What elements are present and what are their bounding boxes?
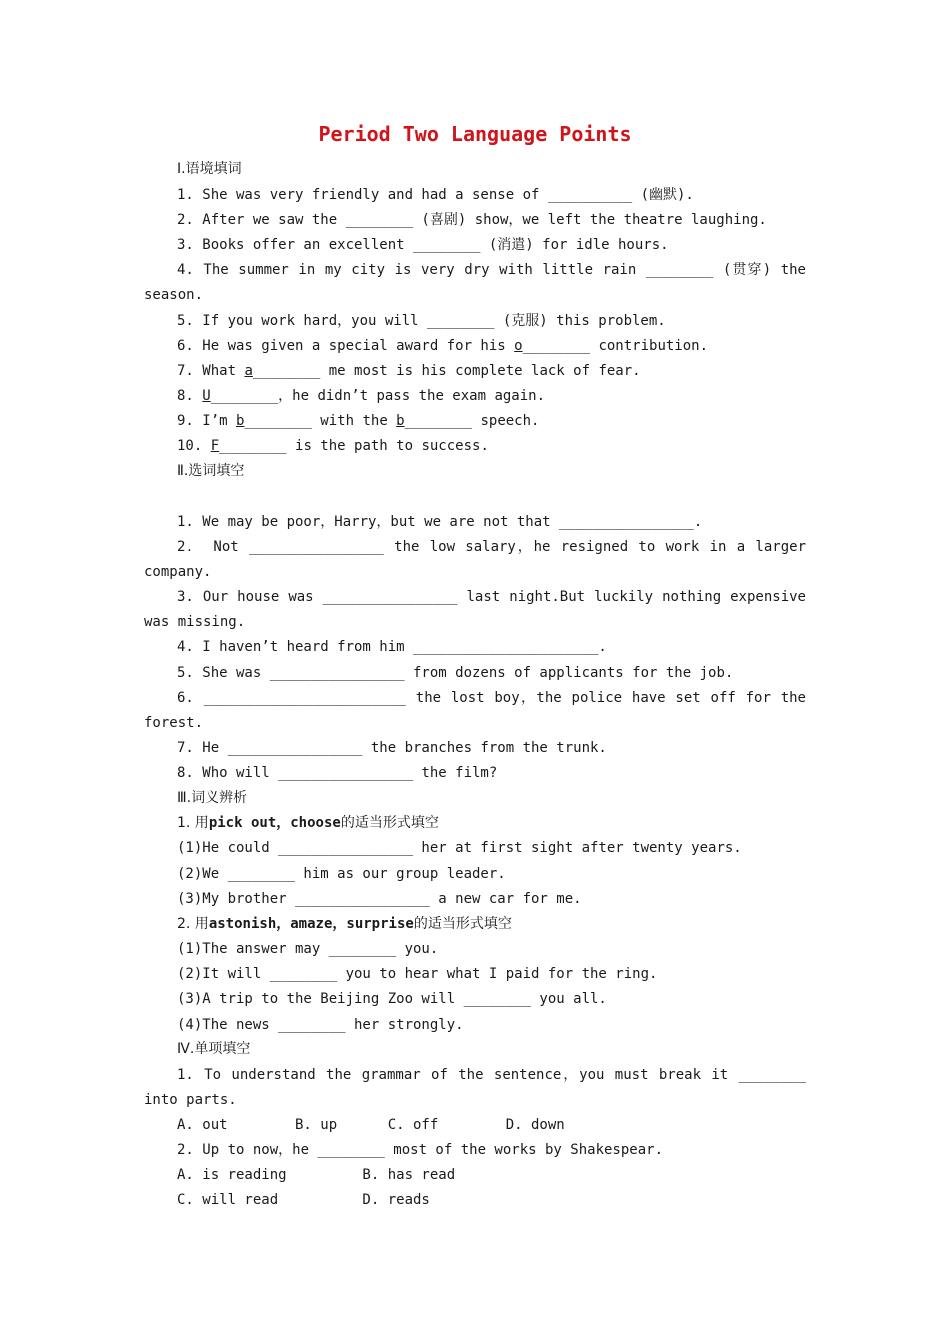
- section-1-heading: Ⅰ.语境填词: [177, 161, 242, 177]
- section-3-heading: Ⅲ.词义辨析: [177, 790, 248, 806]
- q6-text-end: ________ contribution.: [522, 338, 709, 354]
- q7-text: 7. What: [177, 363, 245, 379]
- s2-question-5: 5. She was ________________ from dozens of applicants for the job.: [177, 665, 734, 681]
- s2-question-3-cont: was missing.: [144, 614, 246, 630]
- q9-text: 9. I’m: [177, 413, 237, 429]
- section-4-heading: Ⅳ.单项填空: [177, 1041, 251, 1057]
- s2-question-4: 4. I haven’t heard from him ______________________.: [177, 639, 607, 655]
- s2-question-6-cont: forest.: [144, 715, 204, 731]
- q9-text-mid: ________ with the: [244, 413, 397, 429]
- s3-part-2-q1: (1)The answer may ________ you.: [177, 941, 439, 957]
- q8-hint-letter: U: [202, 388, 211, 404]
- s3-part-1-instruction: [177, 814, 439, 832]
- s1-question-1: 1. She was very friendly and had a sense of __________ (幽默).: [177, 187, 694, 203]
- s4-question-2-options-cd: C. will read D. reads: [177, 1192, 430, 1208]
- s4-question-2: 2. Up to now，he ________ most of the works by Shakespear.: [177, 1142, 664, 1158]
- s3-part-1-words: pick out，choose: [208, 815, 341, 831]
- q7-text-end: ________ me most is his complete lack of fear.: [252, 363, 641, 379]
- s1-question-4-cont: season.: [144, 287, 204, 303]
- s2-question-6: 6. ________________________ the lost boy，the police have set off for the: [177, 690, 806, 706]
- s2-question-8: 8. Who will ________________ the film?: [177, 765, 498, 781]
- s3-part-2-instruction: [177, 915, 512, 933]
- s1-question-6: [177, 337, 708, 355]
- q10-text: 10.: [177, 438, 211, 454]
- s4-question-1-options: A. out B. up C. off D. down: [177, 1117, 565, 1133]
- s4-question-1: 1. To understand the grammar of the sentence，you must break it ________: [177, 1067, 806, 1083]
- section-2-heading: Ⅱ.选词填空: [177, 463, 245, 479]
- s1-question-10: [177, 437, 489, 455]
- s2-question-3: 3. Our house was ________________ last night.But luckily nothing expensive: [177, 589, 806, 605]
- s3-part-1-prefix: 1. 用: [177, 815, 209, 831]
- s2-question-2: 2． Not ________________ the low salary，he resigned to work in a larger: [177, 539, 806, 555]
- s3-part-2-q3: (3)A trip to the Beijing Zoo will ________ you all.: [177, 991, 607, 1007]
- s3-part-2-q2: (2)It will ________ you to hear what I paid for the ring.: [177, 966, 658, 982]
- s3-part-1-q2: (2)We ________ him as our group leader.: [177, 866, 506, 882]
- s2-question-2-cont: company.: [144, 564, 212, 580]
- s3-part-1-q1: (1)He could ________________ her at first sight after twenty years.: [177, 840, 742, 856]
- s2-question-1: 1. We may be poor，Harry，but we are not that ________________.: [177, 514, 703, 530]
- q10-hint-letter: F: [210, 438, 220, 454]
- s4-question-2-options-ab: A. is reading B. has read: [177, 1167, 456, 1183]
- q10-text-end: ________ is the path to success.: [219, 438, 489, 454]
- q8-text: 8.: [177, 388, 203, 404]
- s3-part-2-suffix: 的适当形式填空: [413, 916, 512, 932]
- s1-question-3: 3. Books offer an excellent ________ (消遣) for idle hours.: [177, 237, 669, 253]
- q8-text-end: ________，he didn’t pass the exam again.: [210, 388, 546, 404]
- s3-part-2-q4: (4)The news ________ her strongly.: [177, 1017, 464, 1033]
- s3-part-2-prefix: 2. 用: [177, 916, 209, 932]
- s1-question-4: 4. The summer in my city is very dry with little rain ________ (贯穿) the: [177, 262, 806, 278]
- s1-question-8: [177, 387, 545, 405]
- page-title: Period Two Language Points: [318, 122, 632, 146]
- s1-question-7: [177, 362, 641, 380]
- q6-text: 6. He was given a special award for his: [177, 338, 515, 354]
- s3-part-1-suffix: 的适当形式填空: [340, 815, 439, 831]
- s2-question-7: 7. He ________________ the branches from the trunk.: [177, 740, 607, 756]
- s4-question-1-cont: into parts.: [144, 1092, 237, 1108]
- q7-hint-letter: a: [244, 363, 253, 379]
- s1-question-5: 5. If you work hard，you will ________ (克服) this problem.: [177, 313, 666, 329]
- s3-part-2-words: astonish，amaze，surprise: [208, 916, 414, 932]
- s1-question-9: [177, 412, 539, 430]
- q9-hint-letter-2: b: [396, 413, 405, 429]
- q9-text-end: ________ speech.: [404, 413, 540, 429]
- q9-hint-letter-1: b: [236, 413, 245, 429]
- q6-hint-letter: o: [514, 338, 523, 354]
- s3-part-1-q3: (3)My brother ________________ a new car for me.: [177, 891, 582, 907]
- s1-question-2: 2. After we saw the ________ (喜剧) show，we left the theatre laughing.: [177, 212, 767, 228]
